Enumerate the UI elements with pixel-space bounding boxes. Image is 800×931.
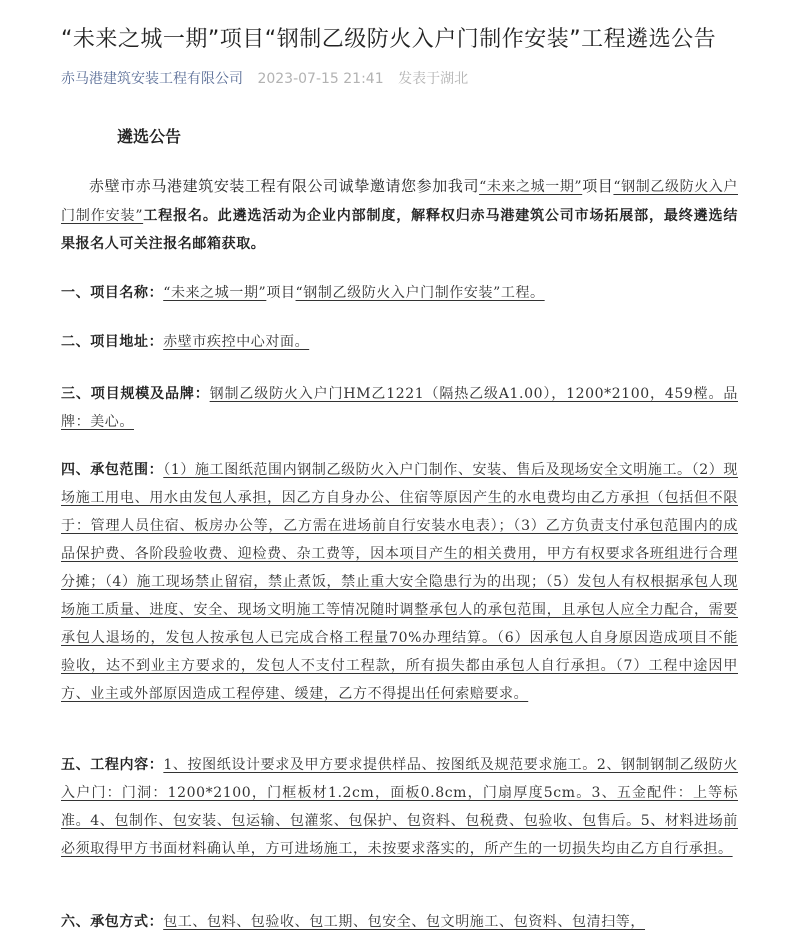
- item-contract-scope: [61, 456, 738, 708]
- intro-mid: 项目: [582, 177, 614, 195]
- intro-project-name: “未来之城一期”: [479, 179, 583, 195]
- item-work-content: [61, 751, 738, 863]
- item-label: 五、工程内容：: [61, 757, 164, 773]
- intro-lead: 赤壁市赤马港建筑安装工程有限公司诚挚邀请您参加我司: [89, 177, 480, 195]
- item-value: 赤壁市疾控中心对面。: [163, 334, 310, 350]
- item-value: 钢制乙级防火入户门HM乙1221（隔热乙级A1.00），1200*2100，459樘。品牌：美心。: [61, 386, 738, 430]
- intro-work-name: “钢制乙级防火入户门制作安装”: [61, 179, 738, 224]
- item-label: 四、承包范围：: [61, 462, 164, 478]
- item-value: “钢制乙级防火入户门制作安装”工程。: [295, 285, 545, 301]
- intro-tail: 工程报名。此遴选活动为企业内部制度，解释权归赤马港建筑公司市场拓展部，最终遴选结果报名人可关注报名邮箱获取。: [61, 207, 738, 252]
- author-link[interactable]: 赤马港建筑安装工程有限公司: [61, 71, 243, 87]
- item-contract-method: [61, 908, 738, 931]
- item-label: 一、项目名称：: [61, 285, 164, 301]
- article-title: “未来之城一期”项目“钢制乙级防火入户门制作安装”工程遴选公告: [61, 27, 717, 52]
- item-value: 1、按图纸设计要求及甲方要求提供样品、按图纸及规范要求施工。2、钢制钢制乙级防火入户门：门洞：1200*2100，门框板材1.2cm，面板0.8cm，门扇厚度5cm。3、五金配件：上等标准。4、包制作、包安装、包运输、包灌浆、包保护、包资料、包税费、包验收、包售后。5、材料进场前必须取得甲方书面材料确认单，方可进场施工，未按要求落实的，所产生的一切损失均由乙方自行承担。: [61, 757, 739, 857]
- item-project-address: [61, 328, 738, 356]
- article-meta: [61, 68, 468, 88]
- item-project-scale: [61, 380, 738, 436]
- item-project-name: [61, 279, 738, 307]
- item-label: 六、承包方式：: [61, 914, 164, 930]
- item-label: 三、项目规模及品牌：: [61, 386, 210, 402]
- notice-heading: 遴选公告: [117, 127, 182, 146]
- intro-paragraph: [61, 172, 738, 259]
- item-value: “未来之城一期”: [163, 285, 267, 301]
- publish-location: 发表于湖北: [398, 71, 469, 87]
- item-label: 二、项目地址：: [61, 334, 164, 350]
- item-value: 包工、包料、包验收、包工期、包安全、包文明施工、包资料、包清扫等，: [163, 914, 646, 930]
- item-value: 项目: [266, 285, 296, 301]
- publish-date: 2023-07-15 21:41: [257, 71, 384, 87]
- item-value: （1）施工图纸范围内钢制乙级防火入户门制作、安装、售后及现场安全文明施工。（2）现场施工用电、用水由发包人承担，因乙方自身办公、住宿等原因产生的水电费均由乙方承担（包括但不限于：管理人员住宿、板房办公等，乙方需在进场前自行安装水电表）；（3）乙方负责支付承包范围内的成品保护费、各阶段验收费、迎检费、杂工费等，因本项目产生的相关费用，甲方有权要求各班组进行合理分摊；（4）施工现场禁止留宿，禁止煮饭，禁止重大安全隐患行为的出现；（5）发包人有权根据承包人现场施工质量、进度、安全、现场文明施工等情况随时调整承包人的承包范围，且承包人应全力配合，需要承包人退场的，发包人按承包人已完成合格工程量70%办理结算。（6）因承包人自身原因造成项目不能验收，达不到业主方要求的，发包人不支付工程款，所有损失都由承包人自行承担。（7）工程中途因甲方、业主或外部原因造成工程停建、缓建，乙方不得提出任何索赔要求。: [61, 462, 738, 702]
